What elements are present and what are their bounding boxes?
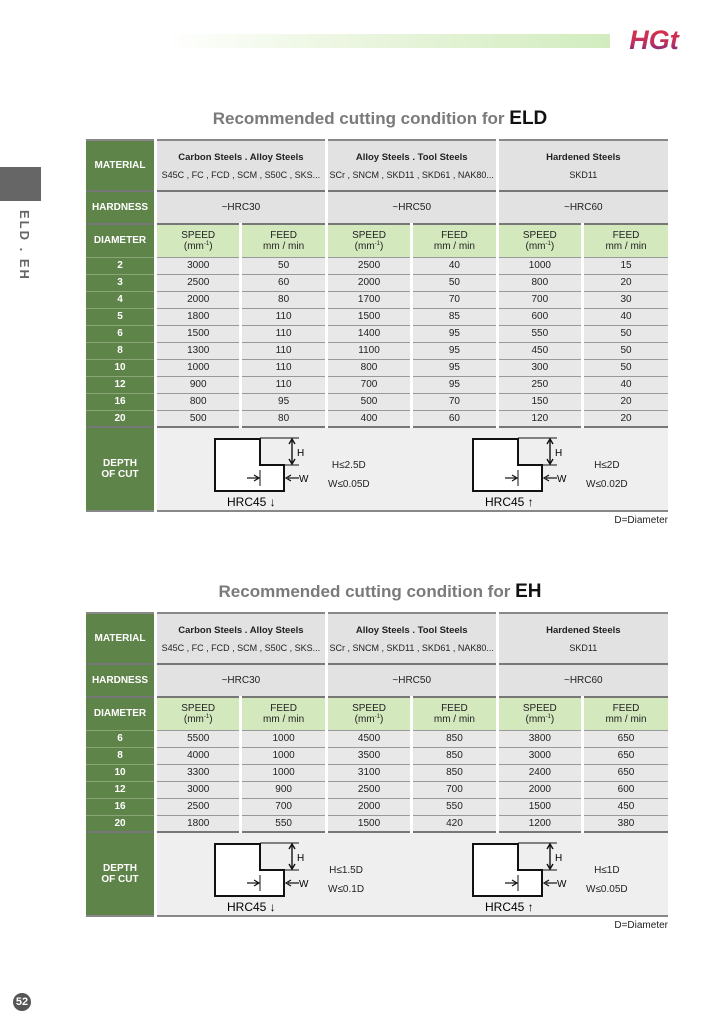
diameter-note: D=Diameter [614,515,668,526]
speed-value: 4000 [156,747,241,764]
feed-label: FEED [441,702,468,714]
table-row [86,325,668,342]
depth-label-line1: DEPTH [103,458,137,469]
material-codes: S45C , FC , FCD , SCM , S50C , SKS... [161,642,321,653]
title-prefix: Recommended cutting condition for [218,582,516,601]
h-limit: H≤1D [594,865,620,876]
table-row [86,798,668,815]
w-marker: W [299,879,309,890]
material-label: MATERIAL [86,613,156,664]
feed-value: 850 [412,730,497,747]
diameter-value: 6 [86,730,156,747]
feed-value: 450 [583,798,668,815]
depth-condition [586,456,628,494]
speed-unit: $(mm^{-1})$ [354,713,384,725]
speed-value: 500 [326,393,411,410]
feed-value: 95 [412,359,497,376]
eh-table [86,612,668,917]
speed-value: 1200 [497,815,582,832]
feed-value: 700 [241,798,326,815]
depth-condition [586,861,628,899]
diameter-value: 12 [86,781,156,798]
speed-value: 1500 [497,798,582,815]
table-row [86,291,668,308]
feed-unit: mm / min [605,240,647,252]
diameter-label: DIAMETER [86,224,156,257]
feed-value: 60 [412,410,497,427]
diameter-value: 20 [86,410,156,427]
w-marker: W [299,474,309,485]
speed-unit: $(mm^{-1})$ [183,713,213,725]
material-name: Carbon Steels . Alloy Steels [178,151,304,163]
speed-header [497,697,582,730]
table-row [86,781,668,798]
feed-label: FEED [612,229,640,241]
feed-value: 110 [241,342,326,359]
hardness-value: ~HRC30 [156,664,327,697]
speed-value: 1000 [156,359,241,376]
eld-table [86,139,668,512]
feed-header [583,697,668,730]
diameter-value: 2 [86,257,156,274]
feed-header [241,224,326,257]
h-marker: H [555,853,563,864]
material-cell [497,613,668,664]
title-prefix: Recommended cutting condition for [212,109,510,128]
side-tab-marker [0,167,41,201]
feed-label: FEED [270,702,297,714]
feed-unit: mm / min [263,240,305,252]
diameter-value: 8 [86,342,156,359]
speed-value: 2000 [156,291,241,308]
speed-value: 1800 [156,308,241,325]
feed-value: 110 [241,376,326,393]
speed-value: 900 [156,376,241,393]
speed-value: 1500 [326,815,411,832]
feed-header [412,224,497,257]
diameter-value: 20 [86,815,156,832]
depth-of-cut-row [86,427,668,511]
speed-value: 3300 [156,764,241,781]
hardness-label: HARDNESS [86,191,156,224]
speed-header [156,224,241,257]
speed-value: 700 [326,376,411,393]
speed-value: 800 [156,393,241,410]
feed-value: 20 [583,274,668,291]
material-codes: SCr , SNCM , SKD11 , SKD61 , NAK80... [329,169,494,180]
speed-value: 450 [497,342,582,359]
diameter-note: D=Diameter [614,920,668,931]
hardness-value: ~HRC60 [497,664,668,697]
speed-header [497,224,582,257]
eld-title [0,108,720,130]
speed-header [156,697,241,730]
feed-value: 650 [583,747,668,764]
speed-value: 1500 [326,308,411,325]
speed-value: 2400 [497,764,582,781]
diameter-label: DIAMETER [86,697,156,730]
speed-value: 4500 [326,730,411,747]
feed-value: 1000 [241,747,326,764]
table-row [86,764,668,781]
speed-value: 2000 [326,274,411,291]
page-number: 52 [13,993,31,1011]
feed-value: 85 [412,308,497,325]
feed-value: 20 [583,393,668,410]
table-row [86,410,668,427]
table-row [86,747,668,764]
feed-value: 420 [412,815,497,832]
diameter-value: 16 [86,798,156,815]
feed-unit: mm / min [605,713,647,725]
speed-value: 2000 [497,781,582,798]
material-codes: SCr , SNCM , SKD11 , SKD61 , NAK80... [329,642,494,653]
brand-logo [618,22,690,56]
hardness-value: ~HRC50 [326,191,497,224]
feed-value: 550 [412,798,497,815]
table-row [86,393,668,410]
feed-value: 900 [241,781,326,798]
feed-unit: mm / min [433,240,475,252]
diameter-value: 8 [86,747,156,764]
speed-value: 1300 [156,342,241,359]
table-row [86,308,668,325]
table-row [86,342,668,359]
feed-value: 40 [412,257,497,274]
feed-value: 95 [412,325,497,342]
table-row [86,815,668,832]
diameter-value: 10 [86,359,156,376]
w-limit: W≤0.05D [328,479,370,490]
speed-unit: $(mm^{-1})$ [183,240,213,252]
side-section-label: ELD . EH [17,210,32,281]
depth-diagrams [156,832,669,916]
material-label: MATERIAL [86,140,156,191]
w-marker: W [557,474,567,485]
svg-text:HGt: HGt [629,25,679,55]
feed-value: 850 [412,764,497,781]
feed-value: 50 [241,257,326,274]
feed-header [241,697,326,730]
hardness-value: ~HRC30 [156,191,327,224]
table-row [86,359,668,376]
cut-diagram [471,436,581,510]
speed-value: 500 [156,410,241,427]
feed-label: FEED [270,229,297,241]
material-codes: SKD11 [569,642,598,653]
hrc-label: HRC45 ↓ [227,900,276,914]
material-cell [497,140,668,191]
depth-label-line2: OF CUT [101,469,139,480]
speed-label: SPEED [352,229,386,241]
speed-value: 800 [326,359,411,376]
diameter-value: 12 [86,376,156,393]
feed-value: 95 [412,342,497,359]
depth-of-cut-row [86,832,668,916]
speed-label: SPEED [181,229,216,241]
speed-value: 600 [497,308,582,325]
feed-value: 50 [583,359,668,376]
speed-value: 2500 [156,274,241,291]
speed-value: 2500 [326,781,411,798]
feed-value: 850 [412,747,497,764]
title-product: EH [515,581,542,602]
speed-value: 1400 [326,325,411,342]
speed-value: 3000 [156,781,241,798]
feed-value: 20 [583,410,668,427]
feed-value: 15 [583,257,668,274]
speed-value: 2500 [326,257,411,274]
speed-value: 2000 [326,798,411,815]
feed-value: 110 [241,359,326,376]
speed-label: SPEED [522,702,557,714]
depth-label-line1: DEPTH [103,863,137,874]
h-limit: H≤1.5D [329,865,363,876]
material-cell [326,140,497,191]
depth-condition [328,861,364,899]
speed-value: 5500 [156,730,241,747]
h-marker: H [297,448,305,459]
feed-unit: mm / min [433,713,475,725]
diameter-value: 5 [86,308,156,325]
hardness-value: ~HRC50 [326,664,497,697]
feed-value: 80 [241,291,326,308]
speed-value: 1700 [326,291,411,308]
feed-value: 95 [241,393,326,410]
speed-value: 1100 [326,342,411,359]
speed-value: 3500 [326,747,411,764]
hrc-label: HRC45 ↓ [227,495,276,509]
feed-value: 60 [241,274,326,291]
w-limit: W≤0.05D [586,884,628,895]
feed-value: 95 [412,376,497,393]
feed-value: 650 [583,764,668,781]
material-codes: SKD11 [569,169,598,180]
speed-value: 2500 [156,798,241,815]
feed-value: 380 [583,815,668,832]
material-name: Alloy Steels . Tool Steels [355,151,468,163]
h-limit: H≤2.5D [331,460,366,471]
title-product: ELD [509,108,548,129]
h-marker: H [555,448,563,459]
table-row [86,730,668,747]
diameter-value: 6 [86,325,156,342]
feed-value: 50 [583,342,668,359]
feed-value: 30 [583,291,668,308]
feed-value: 50 [583,325,668,342]
feed-value: 650 [583,730,668,747]
feed-value: 50 [412,274,497,291]
table-row [86,257,668,274]
h-marker: H [297,853,305,864]
h-limit: H≤2D [594,460,620,471]
speed-value: 3000 [497,747,582,764]
material-cell [156,140,327,191]
speed-unit: $(mm^{-1})$ [354,240,384,252]
w-limit: W≤0.02D [586,479,628,490]
table-row [86,376,668,393]
speed-value: 3800 [497,730,582,747]
feed-value: 80 [241,410,326,427]
speed-label: SPEED [522,229,557,241]
w-marker: W [557,879,567,890]
speed-value: 1800 [156,815,241,832]
material-cell [156,613,327,664]
feed-header [583,224,668,257]
material-codes: S45C , FC , FCD , SCM , S50C , SKS... [161,169,321,180]
cut-diagram [213,841,323,915]
depth-label [86,427,156,511]
depth-diagrams [156,427,669,511]
speed-label: SPEED [352,702,386,714]
speed-value: 400 [326,410,411,427]
feed-value: 600 [583,781,668,798]
feed-value: 40 [583,308,668,325]
eh-title [0,581,720,603]
hrc-label: HRC45 ↑ [485,900,534,914]
speed-value: 700 [497,291,582,308]
speed-header [326,224,411,257]
feed-value: 550 [241,815,326,832]
feed-value: 1000 [241,764,326,781]
feed-value: 700 [412,781,497,798]
hardness-value: ~HRC60 [497,191,668,224]
depth-label [86,832,156,916]
feed-value: 70 [412,291,497,308]
hrc-label: HRC45 ↑ [485,495,534,509]
feed-header [412,697,497,730]
feed-value: 1000 [241,730,326,747]
diameter-value: 16 [86,393,156,410]
speed-value: 250 [497,376,582,393]
feed-label: FEED [441,229,468,241]
speed-value: 120 [497,410,582,427]
diameter-value: 4 [86,291,156,308]
speed-value: 1000 [497,257,582,274]
feed-value: 110 [241,325,326,342]
hardness-label: HARDNESS [86,664,156,697]
feed-value: 70 [412,393,497,410]
material-name: Hardened Steels [546,151,621,163]
speed-unit: $(mm^{-1})$ [525,713,555,725]
speed-unit: $(mm^{-1})$ [525,240,555,252]
speed-value: 1500 [156,325,241,342]
speed-value: 550 [497,325,582,342]
diameter-value: 10 [86,764,156,781]
speed-label: SPEED [181,702,216,714]
diameter-value: 3 [86,274,156,291]
material-name: Hardened Steels [546,624,621,636]
table-row [86,274,668,291]
w-limit: W≤0.1D [328,884,365,895]
feed-value: 40 [583,376,668,393]
feed-label: FEED [612,702,640,714]
speed-value: 3000 [156,257,241,274]
feed-unit: mm / min [263,713,305,725]
material-name: Alloy Steels . Tool Steels [355,624,468,636]
speed-value: 800 [497,274,582,291]
speed-value: 150 [497,393,582,410]
speed-value: 300 [497,359,582,376]
depth-label-line2: OF CUT [101,874,139,885]
speed-value: 3100 [326,764,411,781]
cut-diagram [471,841,581,915]
material-name: Carbon Steels . Alloy Steels [178,624,304,636]
header-gradient-bar [165,34,610,48]
feed-value: 110 [241,308,326,325]
cut-diagram [213,436,323,510]
material-cell [326,613,497,664]
speed-header [326,697,411,730]
depth-condition [328,456,370,494]
